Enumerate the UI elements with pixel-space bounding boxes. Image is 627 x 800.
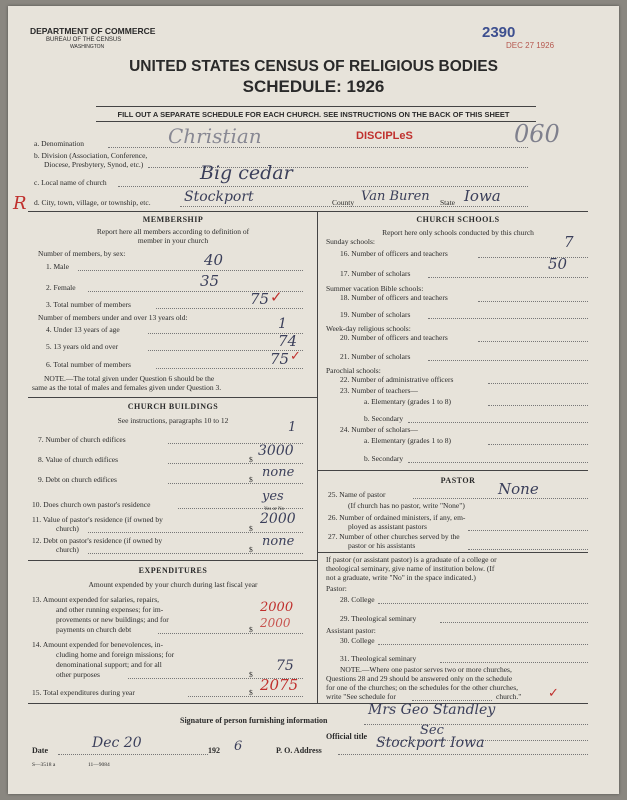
q24-label: 24. Number of scholars—: [340, 425, 418, 434]
pastor-note-5: church.": [496, 692, 522, 701]
denomination-label: a. Denomination: [34, 139, 84, 148]
pastor-note-4: write "See schedule for: [326, 692, 396, 701]
city-label: WASHINGTON: [70, 44, 105, 50]
form-subtitle: SCHEDULE: 1926: [242, 77, 385, 96]
po-address-label: P. O. Address: [276, 746, 322, 755]
q1-value: 40: [204, 251, 224, 269]
official-title-value: Sec: [420, 723, 444, 738]
received-date-stamp: DEC 27 1926: [506, 41, 555, 50]
signature-label: Signature of person furnishing information: [180, 716, 328, 725]
q13-line-2: and other running expenses; for im-: [56, 605, 164, 614]
q10-value: yes: [262, 489, 284, 504]
membership-intro-2: member in your church: [137, 236, 209, 245]
department-label: DEPARTMENT OF COMMERCE: [30, 26, 156, 36]
q25-value: None: [498, 480, 539, 498]
dollar-sign: $: [249, 688, 253, 697]
q3-value: 75: [250, 290, 270, 308]
q26-line-2: ployed as assistant pastors: [348, 522, 427, 531]
membership-heading: MEMBERSHIP: [142, 215, 204, 224]
year-value: 6: [234, 739, 243, 754]
under-over-label: Number of members under and over 13 years old:: [38, 313, 188, 322]
q23a-label: a. Elementary (grades 1 to 8): [364, 397, 452, 406]
q22-label: 22. Number of administrative officers: [340, 375, 454, 384]
q29-label: 29. Theological seminary: [340, 614, 417, 623]
dollar-sign: $: [249, 625, 253, 634]
q11-value: 2000: [260, 511, 296, 527]
q17-value: 50: [548, 255, 568, 273]
membership-intro-1: Report here all members according to definition of: [96, 227, 250, 236]
state-label: State: [440, 198, 455, 207]
q14-line-4: other purposes: [56, 670, 100, 679]
by-sex-label: Number of members, by sex:: [38, 249, 126, 258]
division-label: b. Division (Association, Conference,: [34, 151, 148, 160]
column-divider: [317, 211, 318, 703]
q30-label: 30. College: [340, 636, 375, 645]
q12-label-2: church): [56, 545, 79, 554]
signature-value: Mrs Geo Standley: [368, 702, 496, 718]
q13-line-1: 13. Amount expended for salaries, repairs,: [32, 595, 160, 604]
parochial-label: Parochial schools:: [326, 366, 381, 375]
dollar-sign: $: [249, 475, 253, 484]
q16-value: 7: [564, 233, 574, 251]
q6-label: 6. Total number of members: [46, 360, 131, 369]
po-address-value: Stockport Iowa: [376, 735, 485, 751]
dollar-sign: $: [249, 545, 253, 554]
q4-value: 1: [278, 316, 287, 332]
pastor-note-1: NOTE.—Where one pastor serves two or more churches,: [340, 665, 512, 674]
q28-label: 28. College: [340, 595, 375, 604]
q31-label: 31. Theological seminary: [340, 654, 417, 663]
q11-label: 11. Value of pastor's residence (if owned by: [32, 515, 163, 524]
state-value: Iowa: [464, 187, 501, 205]
q8-value: 3000: [258, 443, 294, 459]
membership-note-1: NOTE.—The total given under Question 6 should be the: [44, 374, 215, 383]
rule: [28, 560, 318, 561]
rule: [28, 211, 588, 212]
q14-value: 75: [276, 658, 294, 674]
q13-value: 2000: [260, 600, 294, 615]
q11-label-2: church): [56, 524, 79, 533]
buildings-intro: See instructions, paragraphs 10 to 12: [117, 416, 229, 425]
q6-value: 75: [270, 350, 290, 368]
q8-label: 8. Value of church edifices: [38, 455, 119, 464]
q15-label: 15. Total expenditures during year: [32, 688, 135, 697]
pastor-heading: PASTOR: [440, 476, 476, 485]
county-label: County: [332, 198, 355, 207]
check-mark-icon: ✓: [548, 686, 559, 701]
q14-line-2: cluding home and foreign missions; for: [56, 650, 175, 659]
q25-note: (If church has no pastor, write "None"): [348, 501, 465, 510]
graduate-note-3: not a graduate, write "No" in the space indicated.): [326, 573, 476, 582]
q9-value: none: [262, 465, 295, 480]
q9-label: 9. Debt on church edifices: [38, 475, 117, 484]
form-number: S—3518 a: [32, 762, 56, 768]
q13-value-2: 2000: [260, 616, 291, 630]
q2-label: 2. Female: [46, 283, 76, 292]
form-title: UNITED STATES CENSUS OF RELIGIOUS BODIES: [129, 58, 498, 75]
q7-value: 1: [288, 420, 297, 435]
assistant-label: Assistant pastor:: [326, 626, 376, 635]
q23-label: 23. Number of teachers—: [340, 386, 418, 395]
county-value: Van Buren: [361, 189, 430, 204]
q7-label: 7. Number of church edifices: [38, 435, 126, 444]
pastor-note-2: Questions 28 and 29 should be answered only on the schedule: [326, 674, 513, 683]
q13-line-4: payments on church debt: [56, 625, 132, 634]
graduate-note-2: theological seminary, give name of institution below. (If: [326, 564, 495, 573]
year-prefix: 192: [208, 746, 220, 755]
weekday-label: Week-day religious schools:: [326, 324, 411, 333]
membership-note-2: same as the total of males and females given under Question 3.: [32, 383, 222, 392]
q14-line-1: 14. Amount expended for benevolences, in-: [32, 640, 164, 649]
q14-line-3: denominational support; and for all: [56, 660, 162, 669]
denomination-value: Christian: [168, 124, 262, 148]
rule: [28, 703, 588, 704]
rule: [96, 121, 536, 122]
summer-label: Summer vacation Bible schools:: [326, 284, 424, 293]
schools-heading: CHURCH SCHOOLS: [416, 215, 500, 224]
q27-line-2: pastor or his assistants: [348, 541, 416, 550]
rule: [96, 106, 536, 107]
denomination-code: 060: [514, 120, 560, 148]
q27-line-1: 27. Number of other churches served by the: [328, 532, 460, 541]
local-name-value: Big cedar: [200, 162, 293, 184]
q26-line-1: 26. Number of ordained ministers, if any, em-: [328, 513, 466, 522]
q16-label: 16. Number of officers and teachers: [340, 249, 448, 258]
q23b-label: b. Secondary: [364, 414, 404, 423]
q1-label: 1. Male: [46, 262, 69, 271]
q18-label: 18. Number of officers and teachers: [340, 293, 448, 302]
yes-no-note: Yes or No: [264, 507, 285, 512]
official-title-label: Official title: [326, 732, 368, 741]
rule: [318, 470, 588, 471]
local-name-label: c. Local name of church: [34, 178, 107, 187]
dollar-sign: $: [249, 455, 253, 464]
date-value: Dec 20: [92, 735, 142, 751]
dollar-sign: $: [249, 524, 253, 533]
date-label: Date: [32, 746, 48, 755]
q13-line-3: provements or new buildings; and for: [56, 615, 169, 624]
q12-label: 12. Debt on pastor's residence (if owned by: [32, 536, 163, 545]
division-label-2: Diocese, Presbytery, Synod, etc.): [44, 160, 144, 169]
q10-label: 10. Does church own pastor's residence: [32, 500, 151, 509]
pastor-note-3: for one of the churches; on the schedules for the other churches,: [326, 683, 519, 692]
q5-value: 74: [278, 332, 298, 350]
serial-number-stamp: 2390: [482, 24, 516, 41]
sunday-label: Sunday schools:: [326, 237, 375, 246]
bureau-label: BUREAU OF THE CENSUS: [46, 37, 122, 43]
dollar-sign: $: [249, 670, 253, 679]
city-value: Stockport: [184, 189, 254, 205]
check-mark-icon: ✓: [270, 288, 283, 306]
pastor-label: Pastor:: [326, 584, 347, 593]
q17-label: 17. Number of scholars: [340, 269, 411, 278]
q15-value: 2075: [260, 676, 299, 694]
disciples-stamp: DISCIPLeS: [356, 130, 413, 142]
rule: [318, 552, 588, 553]
q24a-label: a. Elementary (grades 1 to 8): [364, 436, 452, 445]
q4-label: 4. Under 13 years of age: [46, 325, 120, 334]
q21-label: 21. Number of scholars: [340, 352, 411, 361]
city-label: d. City, town, village, or township, etc.: [34, 198, 151, 207]
expenditures-intro: Amount expended by your church during last fiscal year: [88, 580, 258, 589]
q2-value: 35: [200, 272, 220, 290]
print-number: 11—9084: [88, 762, 110, 768]
schools-intro: Report here only schools conducted by this church: [382, 228, 534, 237]
buildings-heading: CHURCH BUILDINGS: [127, 402, 219, 411]
q3-label: 3. Total number of members: [46, 300, 131, 309]
q24b-label: b. Secondary: [364, 454, 404, 463]
q12-value: none: [262, 534, 295, 549]
margin-mark: R: [13, 193, 27, 214]
q25-label: 25. Name of pastor: [328, 490, 386, 499]
census-schedule-page: [8, 6, 619, 794]
instruction-line: FILL OUT A SEPARATE SCHEDULE FOR EACH CHURCH. SEE INSTRUCTIONS ON THE BACK OF THIS SHEET: [117, 110, 510, 119]
rule: [28, 397, 318, 398]
check-mark-icon: ✓: [290, 349, 301, 364]
q20-label: 20. Number of officers and teachers: [340, 333, 448, 342]
graduate-note-1: If pastor (or assistant pastor) is a graduate of a college or: [326, 555, 497, 564]
q19-label: 19. Number of scholars: [340, 310, 411, 319]
expenditures-heading: EXPENDITURES: [138, 566, 208, 575]
q5-label: 5. 13 years old and over: [46, 342, 119, 351]
